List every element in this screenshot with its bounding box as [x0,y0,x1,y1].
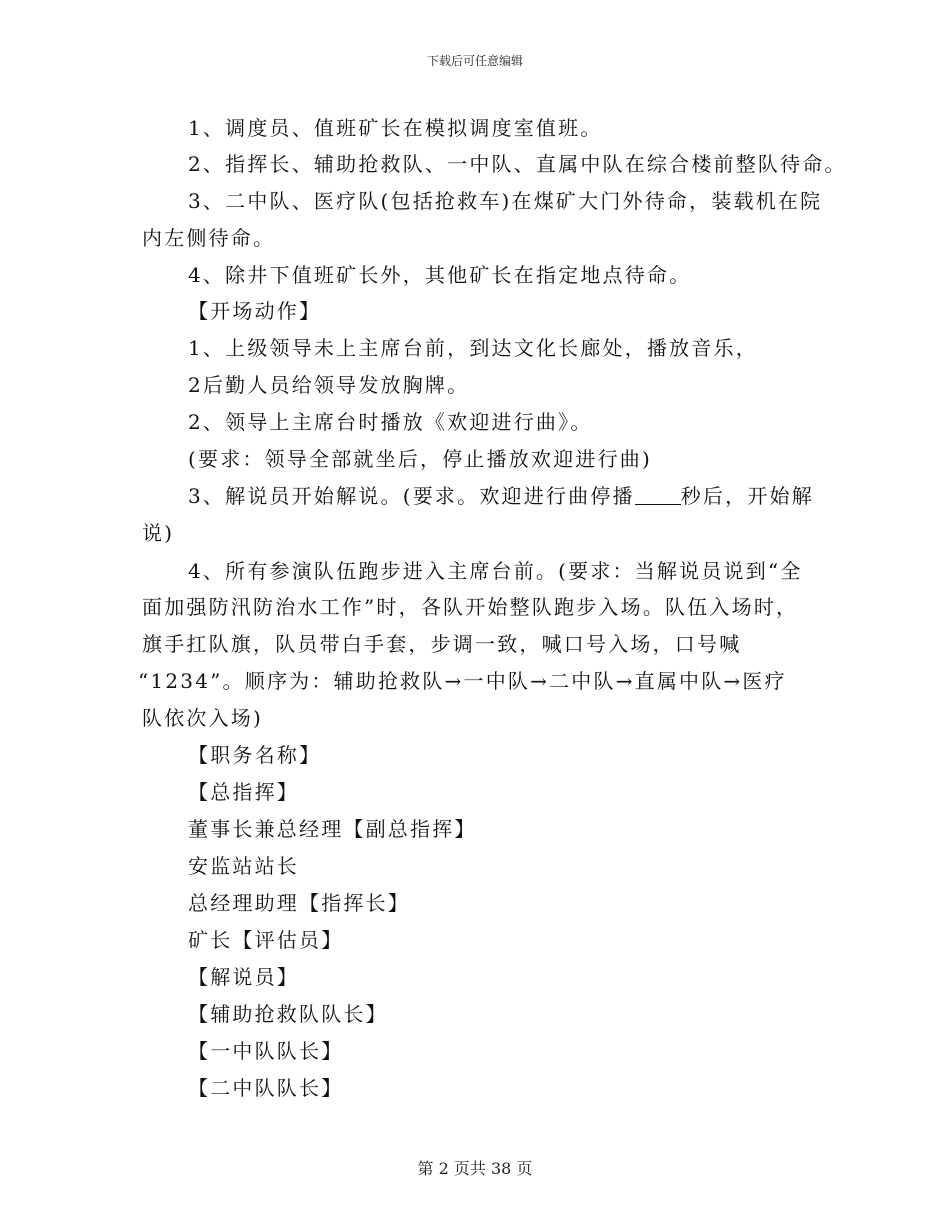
role-title: 【总指挥】 [188,780,299,804]
role-title: 矿长【评估员】 [188,928,344,952]
body-line: 2后勤人员给领导发放胸牌。 [188,373,470,397]
role-title: 董事长兼总经理【副总指挥】 [188,817,477,841]
body-line: 3、解说员开始解说。(要求。欢迎进行曲停播 秒后，开始解 [188,484,814,508]
body-line: 内左侧待命。 [142,226,276,250]
body-line: 1、上级领导未上主席台前，到达文化长廊处，播放音乐， [188,336,758,360]
body-line: 2、领导上主席台时播放《欢迎进行曲》。 [188,410,593,434]
body-line: “1234”。顺序为：辅助抢救队→一中队→二中队→直属中队→医疗 [138,669,787,693]
page-header: 下载后可任意编辑 [426,54,523,68]
role-title: 【一中队队长】 [188,1039,344,1063]
body-line: 4、所有参演队伍跑步进入主席台前。(要求：当解说员说到“全 [188,559,803,583]
role-title: 总经理助理【指挥长】 [188,891,410,915]
page-footer: 第 2 页共 38 页 [417,1159,533,1178]
body-line: (要求：领导全部就坐后，停止播放欢迎进行曲) [188,447,653,471]
body-line: 4、除井下值班矿长外，其他矿长在指定地点待命。 [188,263,692,287]
section-heading: 【开场动作】 [188,299,322,323]
role-title: 【二中队队长】 [188,1076,344,1100]
role-title: 安监站站长 [188,854,299,878]
body-line: 2、指挥长、辅助抢救队、一中队、直属中队在综合楼前整队待命。 [188,152,847,176]
role-title: 【解说员】 [188,965,299,989]
body-line: 3、二中队、医疗队(包括抢救车)在煤矿大门外待命，装载机在院 [188,189,823,213]
body-line: 队依次入场) [142,706,264,730]
fill-in-blank [635,486,681,505]
body-line: 面加强防汛防治水工作”时，各队开始整队跑步入场。队伍入场时， [142,595,799,619]
body-line: 1、调度员、值班矿长在模拟调度室值班。 [188,116,603,140]
body-line: 说) [142,521,175,545]
role-title: 【辅助抢救队队长】 [188,1002,388,1026]
section-heading: 【职务名称】 [188,743,322,767]
body-line: 旗手扛队旗，队员带白手套，步调一致，喊口号入场，口号喊 [142,632,742,656]
